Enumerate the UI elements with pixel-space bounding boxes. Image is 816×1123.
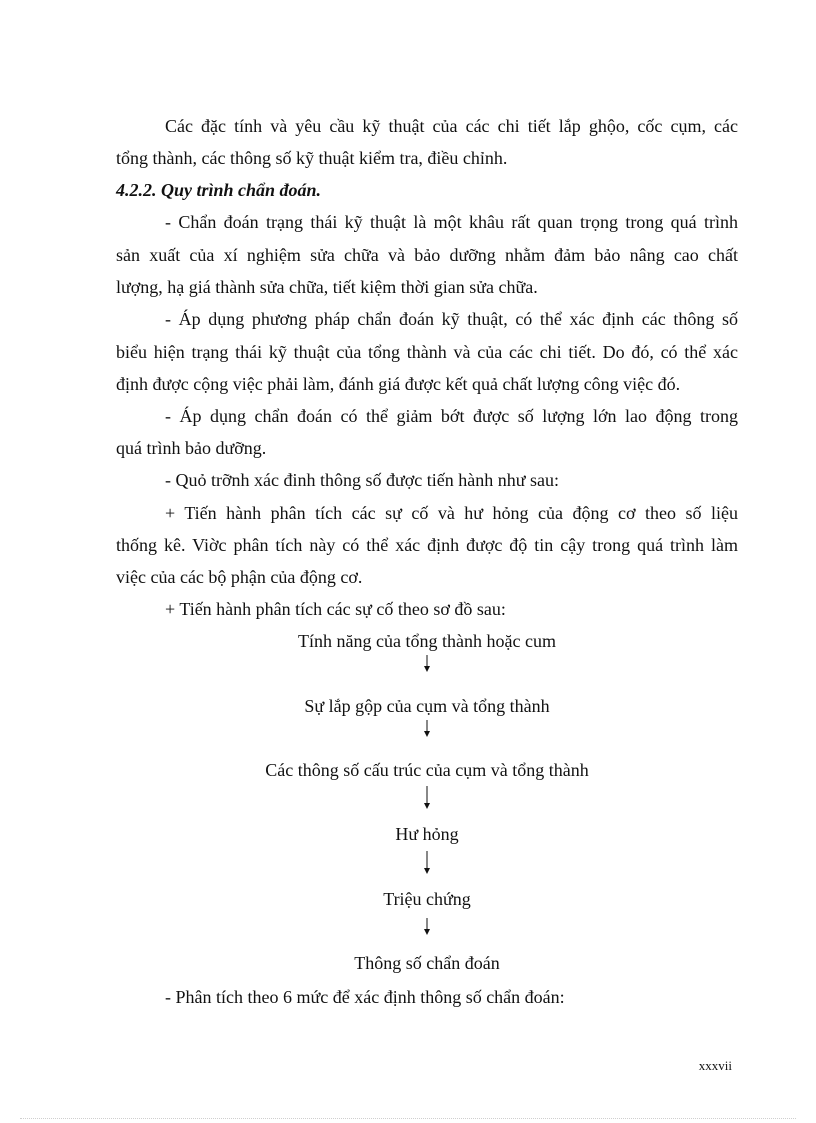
section-heading: 4.2.2. Quy trình chẩn đoán. [116, 180, 322, 200]
flow-step-1: Tính năng của tổng thành hoặc cum [298, 631, 556, 651]
down-arrow-icon [422, 918, 432, 936]
flow-step-3: Các thông số cấu trúc của cụm và tổng thành [265, 760, 589, 780]
flow-step-5: Triệu chứng [383, 889, 471, 909]
p5-line-2: thống kê. Viờc phân tích này có thể xác định được độ tin cậy trong quá trình làm [116, 535, 738, 555]
intro-line-1: Các đặc tính và yêu cầu kỹ thuật của các chi tiết lắp ghộo, cốc cụm, các [165, 116, 738, 136]
p5-line-3: việc của các bộ phận của động cơ. [116, 567, 363, 587]
page-number: xxxvii [698, 1058, 732, 1073]
flow-step-4: Hư hỏng [395, 824, 459, 844]
flow-step-6: Thông số chẩn đoán [354, 953, 500, 973]
p5-line-1: + Tiến hành phân tích các sự cố và hư hỏng của động cơ theo số liệu [165, 503, 738, 523]
down-arrow-icon [422, 851, 432, 875]
p1-line-3: lượng, hạ giá thành sửa chữa, tiết kiệm thời gian sửa chữa. [116, 277, 538, 297]
p1-line-1: - Chẩn đoán trạng thái kỹ thuật là một khâu rất quan trọng trong quá trình [165, 212, 738, 232]
p3-line-1: - Áp dụng chẩn đoán có thể giảm bớt được số lượng lớn lao động trong [165, 406, 738, 426]
p2-line-3: định được cộng việc phải làm, đánh giá được kết quả chất lượng công việc đó. [116, 374, 681, 394]
p2-line-2: biểu hiện trạng thái kỹ thuật của tổng thành và của các chi tiết. Do đó, có thể xác [116, 342, 738, 362]
p2-line-1: - Áp dụng phương pháp chẩn đoán kỹ thuật, có thể xác định các thông số [165, 309, 738, 329]
p1-line-2: sản xuất của xí nghiệm sửa chữa và bảo dưỡng nhằm đảm bảo nâng cao chất [116, 245, 738, 265]
down-arrow-icon [422, 655, 432, 673]
p3-line-2: quá trình bảo dưỡng. [116, 438, 267, 458]
page-bottom-rule [20, 1118, 796, 1119]
intro-line-2: tổng thành, các thông số kỹ thuật kiểm tra, điều chỉnh. [116, 148, 508, 168]
down-arrow-icon [422, 720, 432, 738]
down-arrow-icon [422, 786, 432, 810]
p6-line: + Tiến hành phân tích các sự cố theo sơ đồ sau: [165, 599, 506, 619]
closing-line: - Phân tích theo 6 mức để xác định thông số chẩn đoán: [165, 987, 565, 1007]
p4-line: - Quỏ trỡnh xác đinh thông số được tiến hành như sau: [165, 470, 559, 490]
flow-step-2: Sự lắp gộp của cụm và tổng thành [304, 696, 550, 716]
